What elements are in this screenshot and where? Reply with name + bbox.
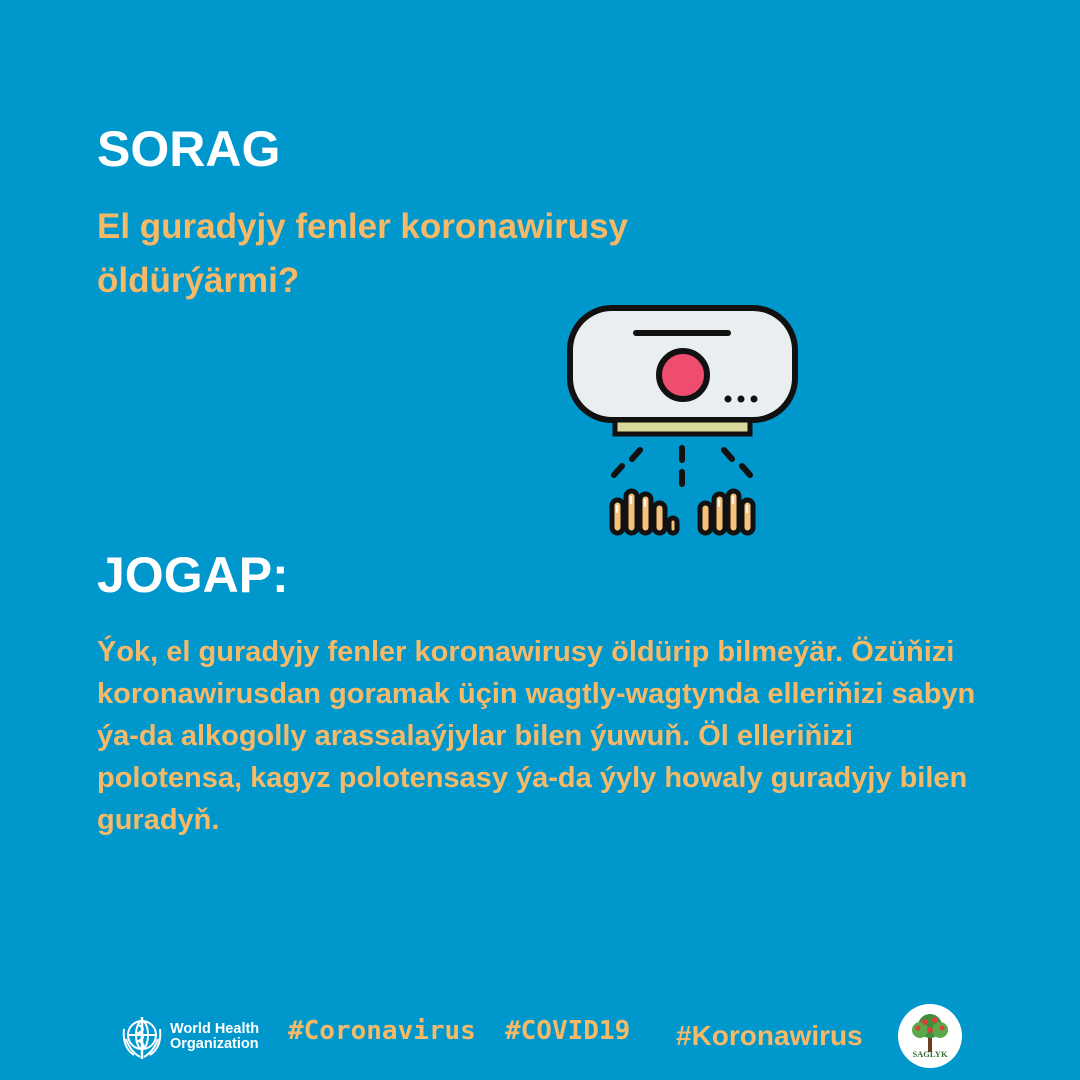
- who-emblem-icon: [118, 1013, 166, 1061]
- who-name-line1: World Health: [170, 1020, 260, 1037]
- who-name-line2: Organization: [170, 1036, 259, 1052]
- hashtag-coronavirus: #Coronavirus: [288, 1016, 476, 1046]
- footer: [0, 1000, 1080, 1080]
- question-text: El guradyjy fenler koronawirusy öldürýärmi?: [97, 207, 628, 301]
- question-heading: SORAG: [97, 121, 281, 177]
- answer-heading: JOGAP:: [97, 547, 289, 603]
- hashtag-koronawirus: #Koronawirus: [676, 1020, 863, 1051]
- hand-dryer-icon: [560, 300, 805, 545]
- answer-text: Ýok, el guradyjy fenler koronawirusy öldürip bilmeýär. Özüňizi koronawirusdan goramak üçin wagtly-wagtynda elleriňizi sabyn ýa-da alkogolly arassalaýjylar bilen ýuwuň. Öl elleriňizi polotensa, kagyz polotensasy ýa-da ýyly howaly guradyjy bilen guradyň.: [97, 636, 976, 836]
- saglyk-logo: [898, 1004, 962, 1068]
- who-logo: [118, 1013, 259, 1061]
- hashtag-covid19: #COVID19: [505, 1016, 631, 1046]
- saglyk-label: SAGLYK: [912, 1049, 948, 1059]
